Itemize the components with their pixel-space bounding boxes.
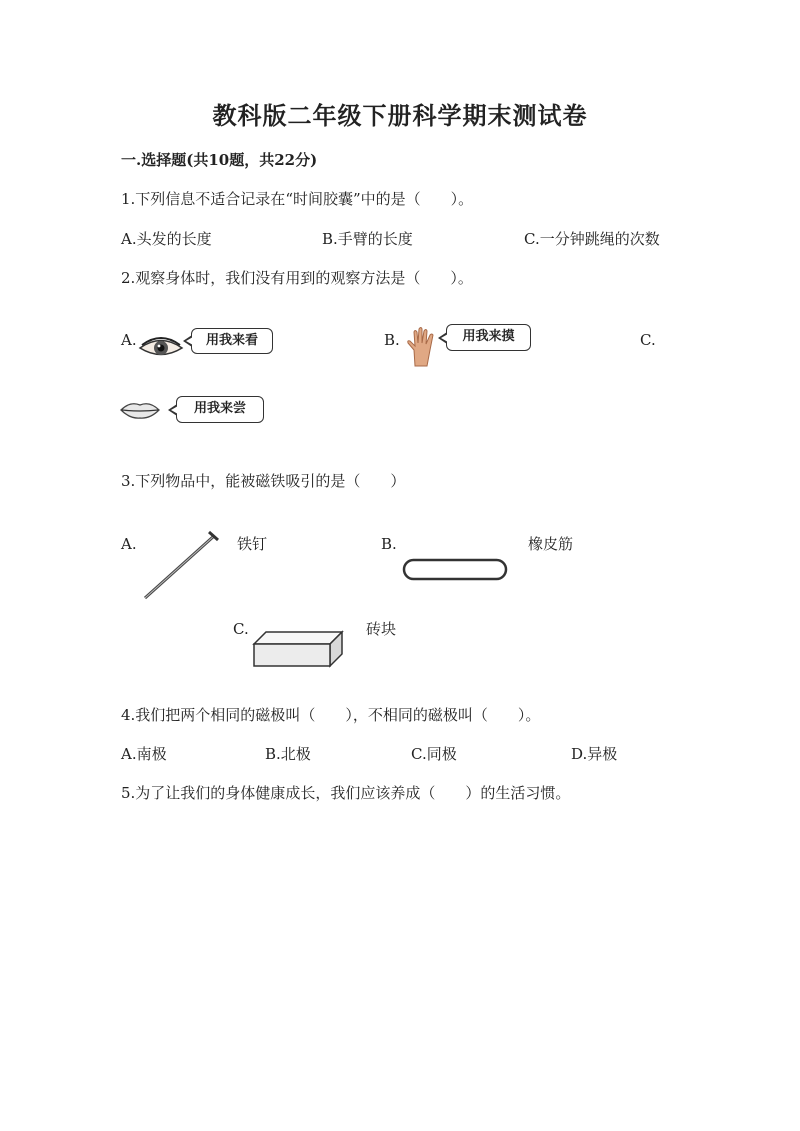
hand-speech-bubble xyxy=(446,324,531,351)
q1-option-a[interactable]: A.头发的长度 xyxy=(121,230,212,248)
q1-option-c[interactable]: C.一分钟跳绳的次数 xyxy=(524,230,660,248)
eye-icon xyxy=(138,335,184,361)
q3-option-b-label[interactable]: B. xyxy=(381,535,397,553)
question-4: 4.我们把两个相同的磁极叫（ ），不相同的磁极叫（ ）。 xyxy=(121,706,541,724)
question-3: 3.下列物品中，能被磁铁吸引的是（ ） xyxy=(121,472,406,490)
q3-option-b-name: 橡皮筋 xyxy=(528,535,574,553)
mouth-bubble-text: 用我来尝 xyxy=(193,401,246,416)
q4-option-d[interactable]: D.异极 xyxy=(571,745,618,763)
nail-icon xyxy=(140,530,220,602)
q3-option-c-name: 砖块 xyxy=(366,620,397,638)
q3-option-a-label[interactable]: A. xyxy=(121,535,137,553)
q1-option-b[interactable]: B.手臂的长度 xyxy=(322,230,413,248)
q3-option-c-label[interactable]: C. xyxy=(233,620,249,638)
q4-option-c[interactable]: C.同极 xyxy=(411,745,457,763)
eye-speech-bubble xyxy=(191,328,273,354)
brick-icon xyxy=(252,630,344,668)
q4-option-b[interactable]: B.北极 xyxy=(265,745,311,763)
section-heading: 一.选择题(共10题，共22分) xyxy=(121,151,318,169)
rubber-band-icon xyxy=(402,558,508,582)
eye-bubble-text: 用我来看 xyxy=(205,333,258,348)
q3-option-a-name: 铁钉 xyxy=(237,535,268,553)
mouth-icon xyxy=(120,400,160,420)
question-5: 5.为了让我们的身体健康成长，我们应该养成（ ）的生活习惯。 xyxy=(121,784,571,802)
question-1: 1.下列信息不适合记录在“时间胶囊”中的是（ ）。 xyxy=(121,190,474,208)
mouth-speech-bubble xyxy=(176,396,264,423)
hand-icon xyxy=(405,326,439,368)
q2-option-c-label[interactable]: C. xyxy=(640,331,656,349)
hand-bubble-text: 用我来摸 xyxy=(462,329,515,344)
q2-option-a-label[interactable]: A. xyxy=(121,331,137,349)
page-title: 教科版二年级下册科学期末测试卷 xyxy=(212,101,588,130)
q2-option-b-label[interactable]: B. xyxy=(384,331,400,349)
q4-option-a[interactable]: A.南极 xyxy=(121,745,167,763)
question-2: 2.观察身体时，我们没有用到的观察方法是（ ）。 xyxy=(121,269,473,287)
